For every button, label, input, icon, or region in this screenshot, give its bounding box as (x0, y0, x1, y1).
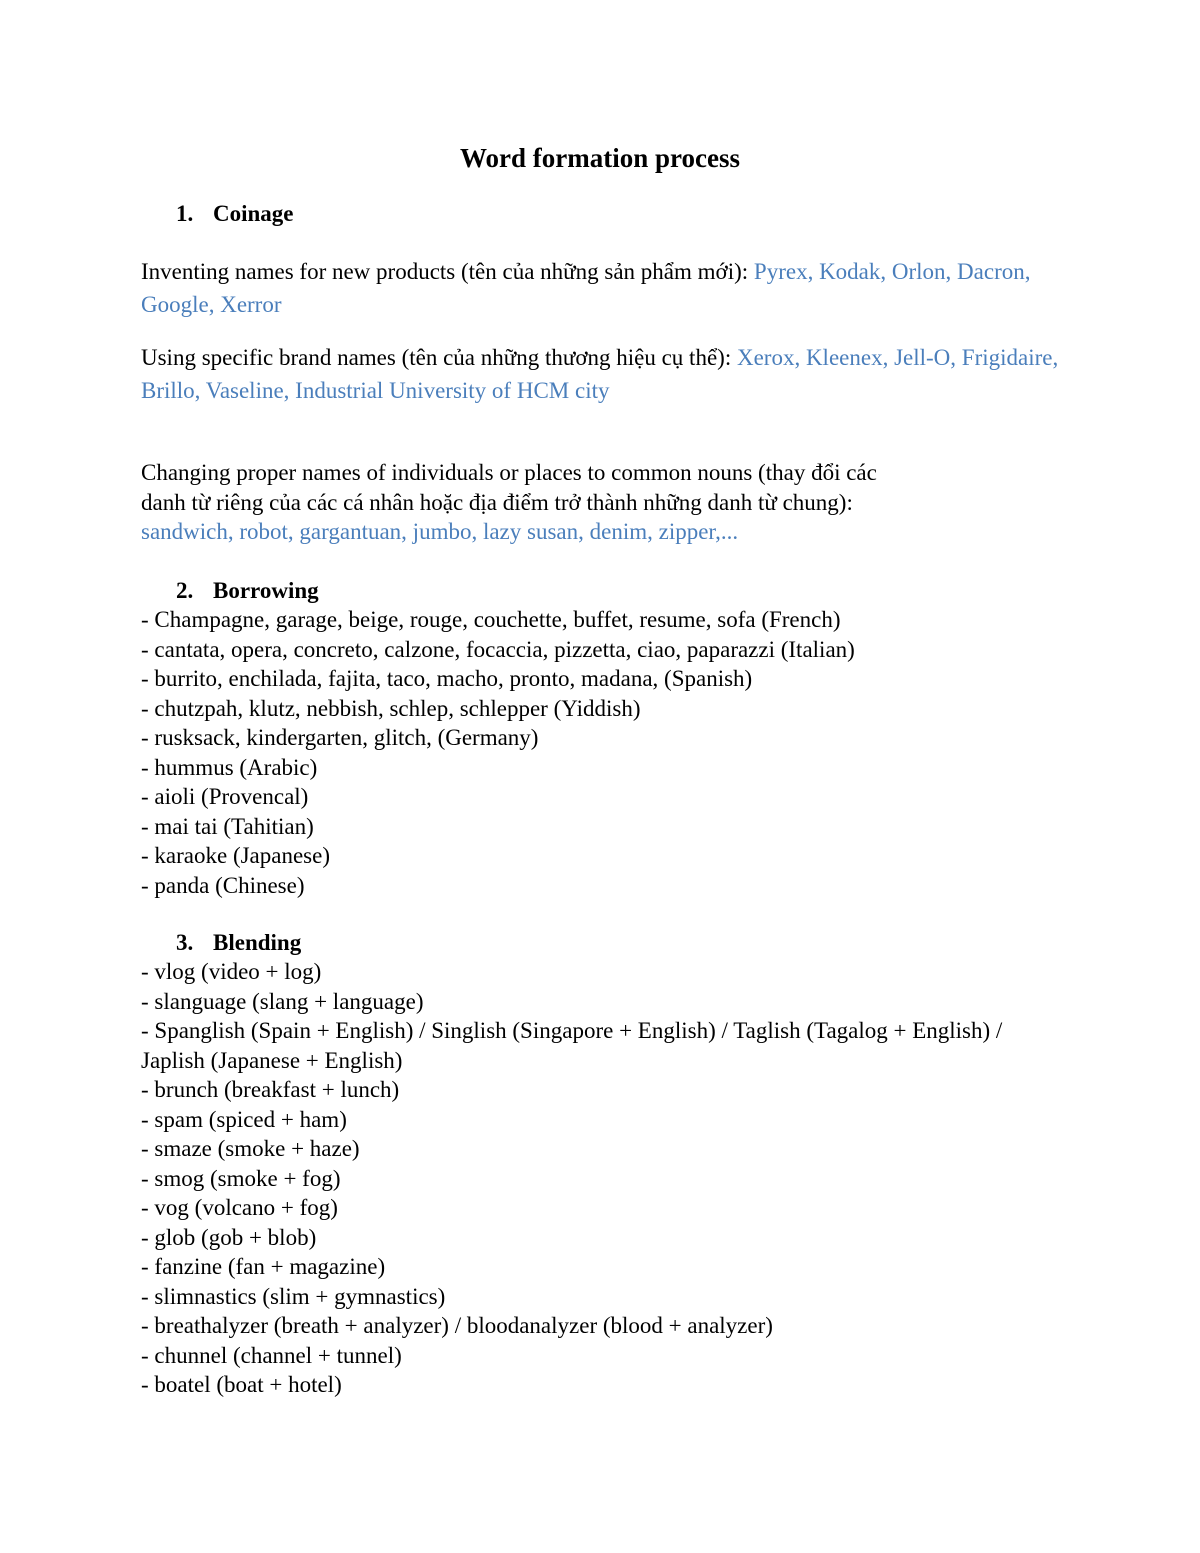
paragraph-text: Inventing names for new products (tên của những sản phẩm mới): (141, 259, 754, 284)
section-title: Coinage (213, 201, 294, 226)
example-words: Xerox, Kleenex, Jell-O, Frigidaire, Brillo, Vaseline, Industrial University of HCM city (141, 345, 1059, 403)
section-heading-blending (176, 928, 301, 958)
list-item: - burrito, enchilada, fajita, taco, macho, pronto, madana, (Spanish) (141, 666, 753, 691)
list-item: - panda (Chinese) (141, 872, 305, 898)
section-heading-borrowing (176, 576, 319, 606)
section-title: Borrowing (213, 578, 319, 603)
list-item: - smog (smoke + fog) (141, 1165, 341, 1191)
list-item: - Champagne, garage, beige, rouge, couchette, buffet, resume, sofa (French) (141, 607, 841, 632)
list-item: - slimnastics (slim + gymnastics) (141, 1283, 446, 1309)
list-item: - chunnel (channel + tunnel) (141, 1342, 402, 1368)
coinage-paragraph-proper-names (141, 458, 1061, 547)
borrowing-list (141, 605, 1061, 900)
example-words: sandwich, robot, gargantuan, jumbo, lazy susan, denim, zipper,... (141, 519, 739, 544)
list-item: - chutzpah, klutz, nebbish, schlep, schlepper (Yiddish) (141, 695, 641, 721)
example-words: Pyrex, Kodak, Orlon, Dacron, Google, Xerror (141, 259, 1031, 317)
section-title: Blending (213, 930, 302, 955)
section-heading-coinage (176, 199, 294, 229)
list-item: - rusksack, kindergarten, glitch, (Germany) (141, 725, 539, 750)
list-item: - vlog (video + log) (141, 959, 322, 984)
list-item: - spam (spiced + ham) (141, 1106, 347, 1132)
list-item: - mai tai (Tahitian) (141, 813, 314, 839)
list-item: - boatel (boat + hotel) (141, 1372, 342, 1397)
list-item: - smaze (smoke + haze) (141, 1136, 360, 1161)
list-item: - hummus (Arabic) (141, 754, 318, 780)
list-item: - breathalyzer (breath + analyzer) / bloodanalyzer (blood + analyzer) (141, 1313, 773, 1338)
paragraph-text: Using specific brand names (tên của những thương hiệu cụ thể): (141, 345, 737, 370)
list-item: - slanguage (slang + language) (141, 988, 424, 1014)
coinage-paragraph-brand-names (141, 341, 1061, 407)
list-item: - karaoke (Japanese) (141, 843, 330, 868)
list-item: - aioli (Provencal) (141, 784, 309, 809)
list-item: - Spanglish (Spain + English) / Singlish (Singapore + English) / Taglish (Tagalog + English) / Japlish (Japanese + English) (141, 1018, 1003, 1073)
section-number: 2. (176, 578, 194, 603)
list-item: - brunch (breakfast + lunch) (141, 1077, 400, 1102)
coinage-paragraph-new-products (141, 255, 1061, 321)
section-number: 1. (176, 201, 194, 226)
list-item: - fanzine (fan + magazine) (141, 1254, 386, 1279)
paragraph-line: Changing proper names of individuals or places to common nouns (thay đổi các (141, 460, 877, 485)
list-item: - glob (gob + blob) (141, 1224, 317, 1250)
document-title: Word formation process (460, 143, 740, 173)
section-number: 3. (176, 930, 194, 955)
list-item: - cantata, opera, concreto, calzone, focaccia, pizzetta, ciao, paparazzi (Italian) (141, 636, 855, 662)
paragraph-line: danh từ riêng của các cá nhân hoặc địa điểm trở thành những danh từ chung): (141, 489, 853, 515)
list-item: - vog (volcano + fog) (141, 1195, 338, 1220)
blending-list (141, 957, 1061, 1400)
